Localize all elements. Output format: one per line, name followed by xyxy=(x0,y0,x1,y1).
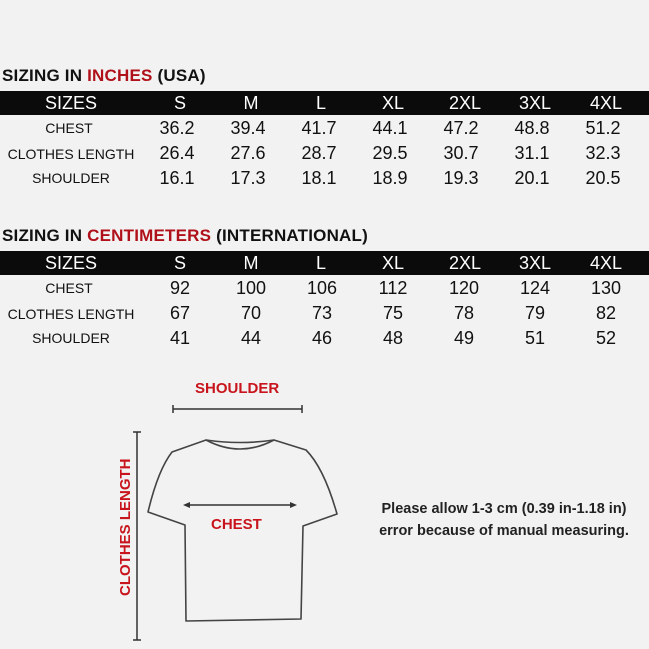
cm-row-label: CLOTHES LENGTH xyxy=(7,306,135,322)
inches-row-label: CLOTHES LENGTH xyxy=(7,146,135,162)
cm-size-s: S xyxy=(173,253,186,273)
cm-header-label: SIZES xyxy=(44,253,97,273)
cm-cell: 41 xyxy=(169,328,191,348)
inches-cell: 27.6 xyxy=(230,143,266,163)
cm-cell: 130 xyxy=(590,278,622,298)
inches-cell: 16.1 xyxy=(159,168,195,188)
chest-label: CHEST xyxy=(211,516,262,533)
inches-cell: 47.2 xyxy=(443,118,479,138)
cm-title-unit: CENTIMETERS xyxy=(87,226,212,245)
inches-title-prefix: SIZING IN xyxy=(2,66,88,85)
cm-cell: 49 xyxy=(453,328,475,348)
inches-cell: 29.5 xyxy=(372,143,408,163)
inches-row-label: SHOULDER xyxy=(32,170,110,186)
inches-title-unit: INCHES xyxy=(87,66,153,85)
inches-cell: 31.1 xyxy=(514,143,550,163)
cm-cell: 82 xyxy=(595,303,617,323)
cm-cell: 75 xyxy=(382,303,404,323)
cm-cell: 67 xyxy=(169,303,191,323)
inches-size-4xl: 4XL xyxy=(589,93,623,113)
cm-cell: 52 xyxy=(595,328,617,348)
inches-size-s: S xyxy=(173,93,186,113)
cm-cell: 78 xyxy=(453,303,475,323)
inches-row-label: CHEST xyxy=(45,120,93,136)
inches-cell: 44.1 xyxy=(372,118,408,138)
cm-cell: 120 xyxy=(448,278,480,298)
inches-size-m: M xyxy=(243,93,259,113)
length-measure-line xyxy=(133,432,141,640)
cm-cell: 51 xyxy=(524,328,546,348)
inches-cell: 51.2 xyxy=(585,118,621,138)
cm-cell: 73 xyxy=(311,303,333,323)
cm-cell: 112 xyxy=(378,278,408,298)
inches-cell: 19.3 xyxy=(443,168,479,188)
cm-size-2xl: 2XL xyxy=(448,253,482,273)
cm-cell: 44 xyxy=(240,328,262,348)
note-line-1: Please allow 1-3 cm (0.39 in-1.18 in) xyxy=(381,501,627,517)
inches-size-l: L xyxy=(315,93,326,113)
cm-cell: 79 xyxy=(524,303,546,323)
cm-title-suffix: (INTERNATIONAL) xyxy=(211,226,368,245)
inches-cell: 39.4 xyxy=(230,118,266,138)
cm-cell: 92 xyxy=(169,278,191,298)
cm-cell: 100 xyxy=(235,278,267,298)
inches-cell: 48.8 xyxy=(514,118,550,138)
cm-size-xl: XL xyxy=(381,253,405,273)
cm-size-3xl: 3XL xyxy=(518,253,552,273)
tshirt-collar xyxy=(206,440,274,443)
inches-cell: 41.7 xyxy=(301,118,337,138)
cm-cell: 70 xyxy=(240,303,262,323)
inches-size-xl: XL xyxy=(381,93,405,113)
shoulder-label: SHOULDER xyxy=(195,380,280,397)
chest-measure-arrow xyxy=(183,502,297,508)
inches-cell: 32.3 xyxy=(585,143,621,163)
cm-cell: 106 xyxy=(306,278,338,298)
inches-cell: 26.4 xyxy=(159,143,195,163)
inches-cell: 18.9 xyxy=(372,168,408,188)
clothes-length-label: CLOTHES LENGTH xyxy=(117,458,134,596)
inches-cell: 17.3 xyxy=(230,168,266,188)
note-line-2: error because of manual measuring. xyxy=(379,523,629,539)
inches-size-2xl: 2XL xyxy=(448,93,482,113)
cm-size-m: M xyxy=(243,253,259,273)
inches-cell: 28.7 xyxy=(301,143,337,163)
cm-cell: 46 xyxy=(311,328,333,348)
cm-title-prefix: SIZING IN xyxy=(2,226,88,245)
inches-header-label: SIZES xyxy=(44,93,97,113)
shoulder-measure-line xyxy=(173,405,302,413)
inches-title-suffix: (USA) xyxy=(152,66,206,85)
inches-size-3xl: 3XL xyxy=(518,93,552,113)
cm-row-label: SHOULDER xyxy=(32,330,110,346)
measurement-note xyxy=(364,498,644,542)
inches-cell: 36.2 xyxy=(159,118,195,138)
cm-row-label: CHEST xyxy=(45,280,93,296)
inches-cell: 20.5 xyxy=(585,168,621,188)
cm-size-4xl: 4XL xyxy=(589,253,623,273)
cm-cell: 48 xyxy=(382,328,404,348)
cm-size-l: L xyxy=(315,253,326,273)
inches-cell: 30.7 xyxy=(443,143,479,163)
inches-cell: 18.1 xyxy=(301,168,337,188)
inches-cell: 20.1 xyxy=(514,168,550,188)
cm-cell: 124 xyxy=(519,278,551,298)
